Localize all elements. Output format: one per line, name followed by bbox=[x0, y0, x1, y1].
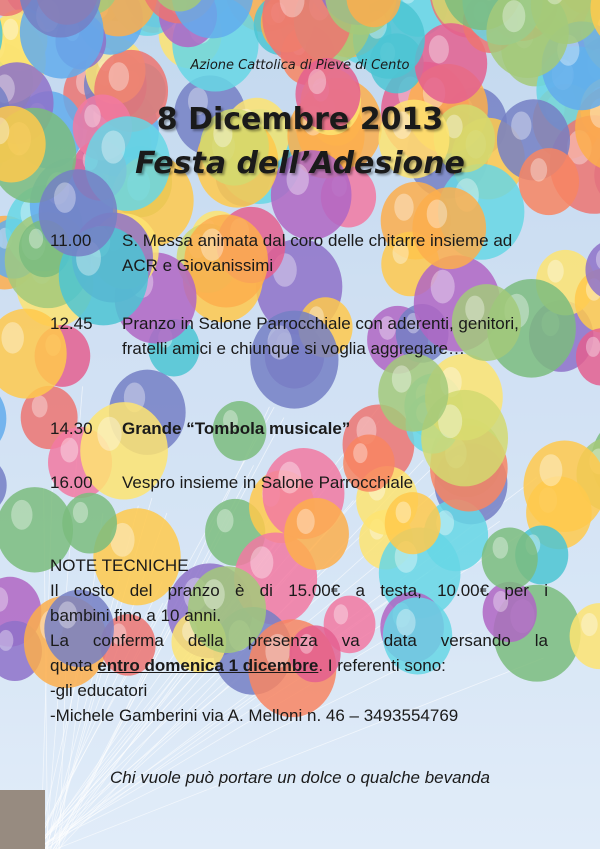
notes-confirm-line: La conferma della presenza va data versando la bbox=[50, 631, 548, 650]
schedule-text: Grande “Tombola musicale” bbox=[122, 419, 351, 438]
contact-line: -gli educatori bbox=[50, 681, 148, 700]
schedule-time: 11.00 bbox=[50, 231, 92, 250]
notes-cost-line: bambini fino a 10 anni. bbox=[50, 606, 222, 625]
event-title: Festa dell’Adesione bbox=[135, 146, 465, 181]
notes-cost-line: Il costo del pranzo è di 15.00€ a testa, 10.00€ per i bbox=[50, 581, 548, 600]
schedule-time: 14.30 bbox=[50, 419, 93, 438]
schedule-time: 12.45 bbox=[50, 314, 93, 333]
notes-heading: NOTE TECNICHE bbox=[50, 556, 189, 575]
technical-notes bbox=[50, 553, 548, 728]
organization-name: Azione Cattolica di Pieve di Cento bbox=[190, 58, 410, 73]
notes-confirm-line bbox=[50, 653, 548, 678]
closing-note: Chi vuole può portare un dolce o qualche bevanda bbox=[110, 768, 490, 787]
event-date: 8 Dicembre 2013 bbox=[156, 102, 444, 137]
confirm-deadline: entro domenica 1 dicembre bbox=[97, 656, 319, 675]
confirm-prefix: quota bbox=[50, 656, 98, 675]
confirm-suffix: . I referenti sono: bbox=[318, 656, 446, 675]
contact-line: -Michele Gamberini via A. Melloni n. 46 – 3493554769 bbox=[50, 706, 459, 725]
schedule-time: 16.00 bbox=[50, 473, 93, 492]
schedule-text: Pranzo in Salone Parrocchiale con aderenti, genitori, fratelli amici e chiunque si voglia aggregare… bbox=[122, 314, 519, 358]
schedule-text: S. Messa animata dal coro delle chitarre insieme ad ACR e Giovanissimi bbox=[122, 231, 513, 275]
schedule-text: Vespro insieme in Salone Parrocchiale bbox=[122, 473, 414, 492]
